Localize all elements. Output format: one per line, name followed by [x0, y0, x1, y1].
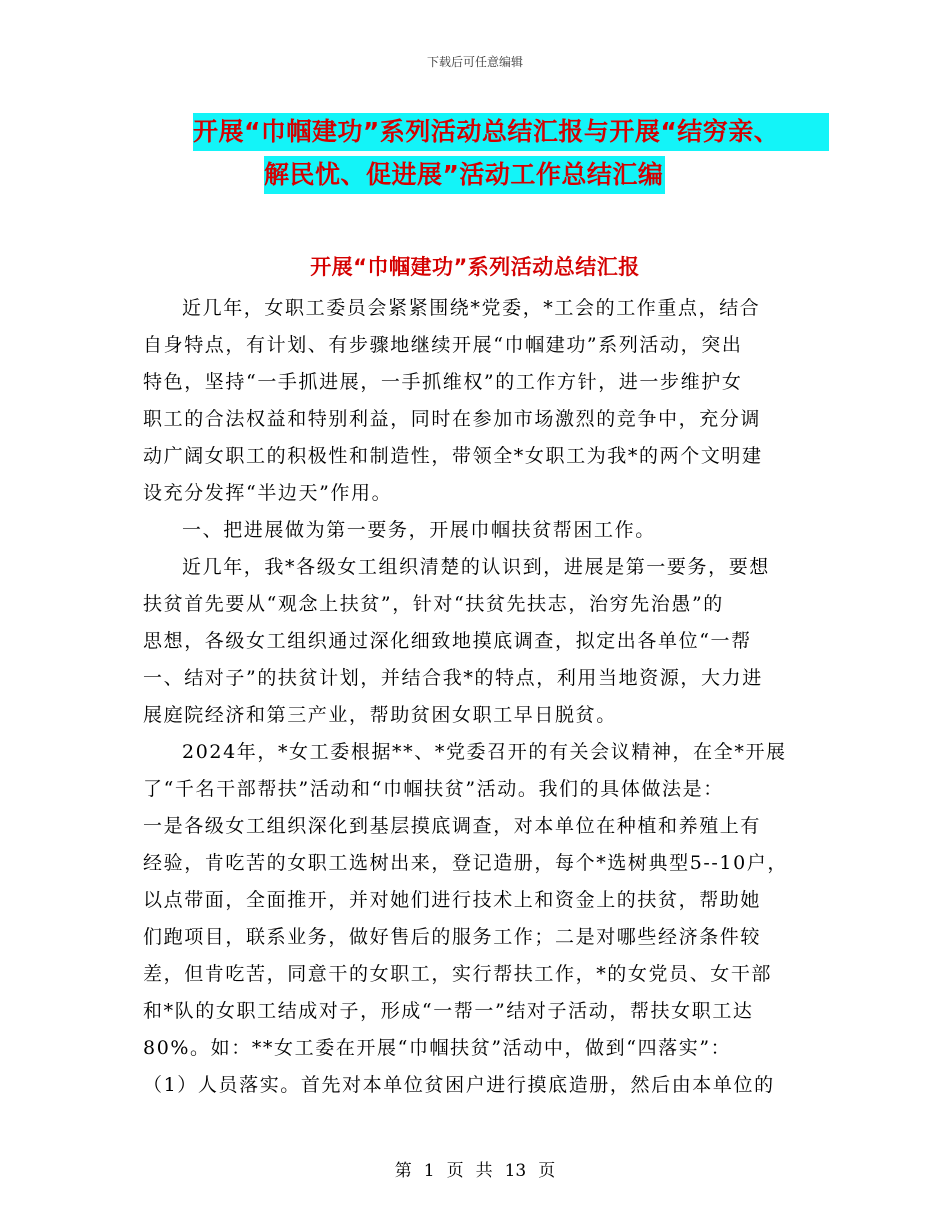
body-line: 自身特点，有计划、有步骤地继续开展“巾帼建功”系列活动，突出 — [143, 334, 743, 356]
body-line: 扶贫首先要从“观念上扶贫”，针对“扶贫先扶志，治穷先治愚”的 — [143, 593, 724, 615]
body-line: 特色，坚持“一手抓进展，一手抓维权”的工作方针，进一步维护女 — [143, 371, 743, 393]
body-line: 和*队的女职工结成对子，形成“一帮一”结对子活动，帮扶女职工达 — [143, 1000, 754, 1022]
body-line: 近几年，女职工委员会紧紧围绕*党委，*工会的工作重点，结合 — [182, 297, 761, 319]
body-line: 经验，肯吃苦的女职工选树出来，登记造册，每个*选树典型5--10户， — [143, 852, 789, 874]
body-line: 一、结对子”的扶贫计划，并结合我*的特点，利用当地资源，大力进 — [143, 667, 763, 689]
footer-page-number: 1 — [423, 1161, 435, 1181]
body-line: 了“千名干部帮扶”活动和“巾帼扶贫”活动。我们的具体做法是： — [143, 778, 724, 800]
document-title-line-2: 解民忧、促进展”活动工作总结汇编 — [264, 156, 665, 194]
body-line: 一是各级女工组织深化到基层摸底调查，对本单位在种植和养殖上有 — [143, 815, 762, 837]
page-footer — [0, 1156, 950, 1181]
body-line: 设充分发挥“半边天”作用。 — [143, 482, 393, 504]
body-line: 一、把进展做为第一要务，开展巾帼扶贫帮困工作。 — [182, 519, 656, 541]
body-line: 职工的合法权益和特别利益，同时在参加市场激烈的竞争中，充分调 — [143, 408, 762, 430]
body-line: 动广阔女职工的积极性和制造性，带领全*女职工为我*的两个文明建 — [143, 445, 763, 467]
header-note: 下载后可任意编辑 — [426, 55, 523, 69]
body-line: （1）人员落实。首先对本单位贫困户进行摸底造册，然后由本单位的 — [143, 1074, 775, 1096]
body-line: 们跑项目，联系业务，做好售后的服务工作；二是对哪些经济条件较 — [143, 926, 762, 948]
footer-total-prefix: 共 — [475, 1161, 493, 1181]
document-title-line-1: 开展“巾帼建功”系列活动总结汇报与开展“结穷亲、 — [193, 113, 829, 151]
body-line: 2024年，*女工委根据**、*党委召开的有关会议精神，在全*开展 — [182, 741, 787, 763]
body-line: 展庭院经济和第三产业，帮助贫困女职工早日脱贫。 — [143, 704, 617, 726]
section-subtitle: 开展“巾帼建功”系列活动总结汇报 — [310, 255, 640, 279]
body-line: 近几年，我*各级女工组织清楚的认识到，进展是第一要务，要想 — [182, 556, 770, 578]
footer-prefix: 第 — [394, 1161, 412, 1181]
footer-suffix: 页 — [538, 1161, 556, 1181]
body-line: 以点带面，全面推开，并对她们进行技术上和资金上的扶贫，帮助她 — [143, 889, 762, 911]
footer-total-pages: 13 — [504, 1161, 527, 1181]
body-line: 思想，各级女工组织通过深化细致地摸底调查，拟定出各单位“一帮 — [143, 630, 752, 652]
body-line: 80%。如：**女工委在开展“巾帼扶贫”活动中，做到“四落实”： — [143, 1037, 732, 1059]
footer-page-word: 页 — [446, 1161, 464, 1181]
body-line: 差，但肯吃苦，同意干的女职工，实行帮扶工作，*的女党员、女干部 — [143, 963, 773, 985]
